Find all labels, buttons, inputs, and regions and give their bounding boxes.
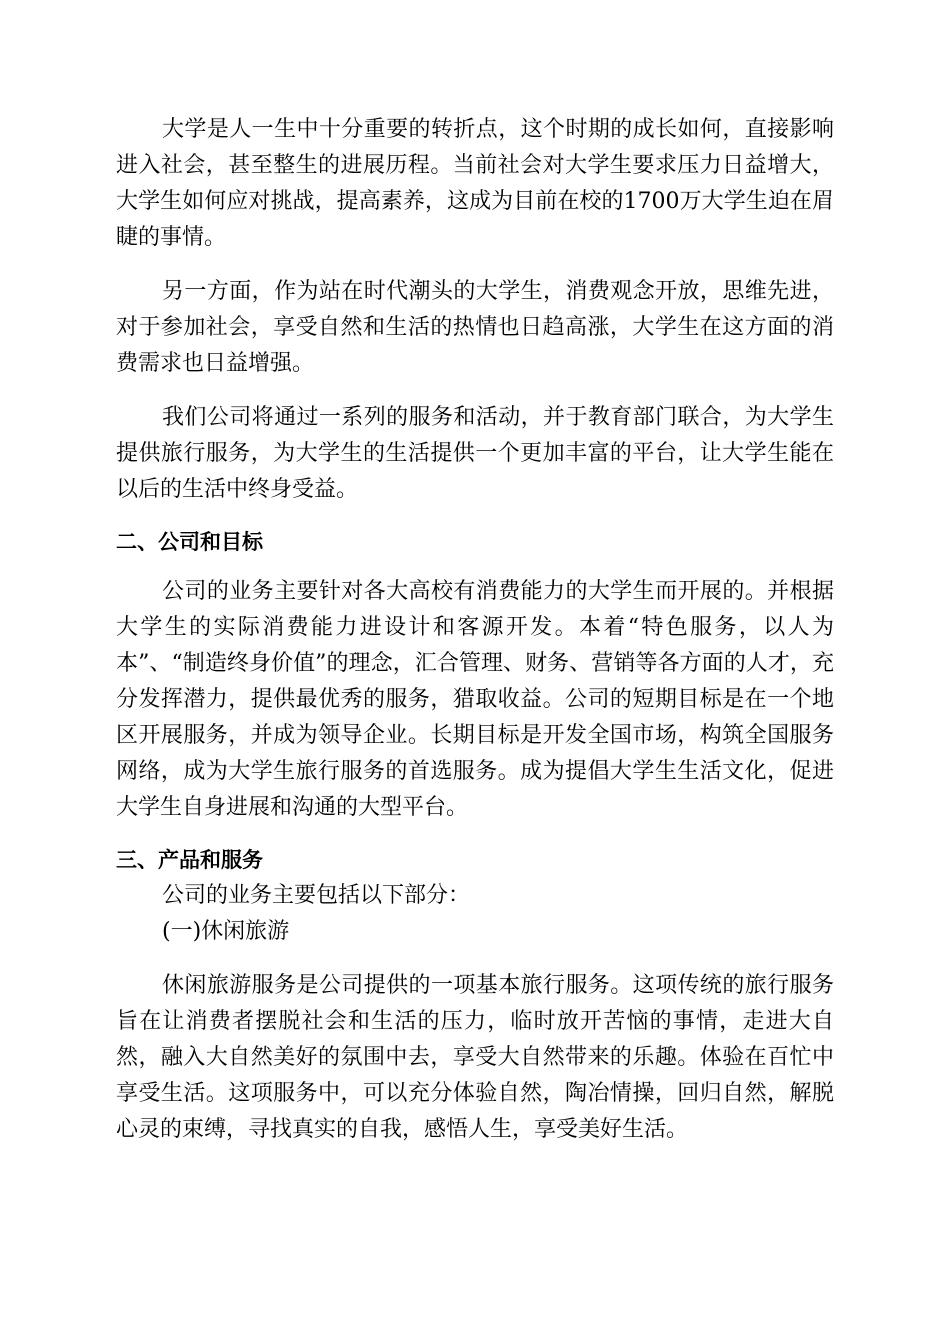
company-goals-paragraph: 公司的业务主要针对各大高校有消费能力的大学生而开展的。并根据大学生的实际消费能力进设计和客源开发。本着“特色服务，以人为本”、“制造终身价值”的理念，汇合管理、财务、营销等各方面的人才，充分发挥潜力，提供最优秀的服务，猎取收益。公司的短期目标是在一个地区开展服务，并成为领导企业。长期目标是开发全国市场，构筑全国服务网络，成为大学生旅行服务的首选服务。成为提倡大学生生活文化，促进大学生自身进展和沟通的大型平台。 — [116, 579, 834, 820]
products-intro: 公司的业务主要包括以下部分： — [162, 883, 471, 908]
intro-paragraph-1: 大学是人一生中十分重要的转折点，这个时期的成长如何，直接影响进入社会，甚至整生的进展历程。当前社会对大学生要求压力日益增大，大学生如何应对挑战，提高素养，这成为目前在校的1700万大学生迫在眉睫的事情。 — [116, 117, 834, 250]
intro-paragraph-3: 我们公司将通过一系列的服务和活动，并于教育部门联合，为大学生提供旅行服务，为大学生的生活提供一个更加丰富的平台，让大学生能在以后的生活中终身受益。 — [116, 405, 834, 502]
leisure-travel-paragraph: 休闲旅游服务是公司提供的一项基本旅行服务。这项传统的旅行服务旨在让消费者摆脱社会和生活的压力，临时放开苦恼的事情，走进大自然，融入大自然美好的氛围中去，享受大自然带来的乐趣。体验在百忙中享受生活。这项服务中，可以充分体验自然，陶冶情操，回归自然，解脱心灵的束缚，寻找真实的自我，感悟人生，享受美好生活。 — [116, 973, 834, 1142]
section-heading-products-services: 三、产品和服务 — [116, 848, 263, 872]
document-page — [116, 112, 834, 1148]
section-heading-company-goals: 二、公司和目标 — [116, 530, 263, 554]
subsection-title-leisure-travel: (一)休闲旅游 — [162, 919, 290, 944]
intro-paragraph-2: 另一方面，作为站在时代潮头的大学生，消费观念开放，思维先进，对于参加社会，享受自然和生活的热情也日趋高涨，大学生在这方面的消费需求也日益增强。 — [116, 279, 834, 376]
